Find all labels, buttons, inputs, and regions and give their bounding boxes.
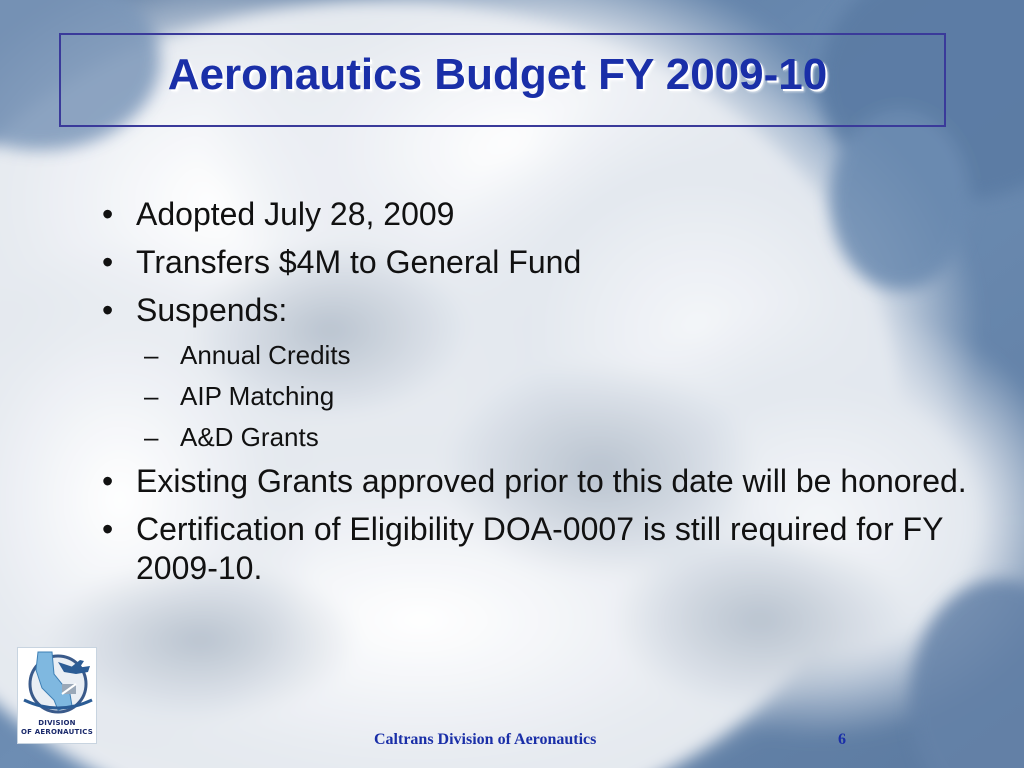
footer-organization: Caltrans Division of Aeronautics [374, 731, 597, 748]
bullet-marker: • [102, 511, 114, 547]
sub-bullet-item [98, 380, 978, 412]
bullet-list [98, 195, 978, 597]
bullet-marker: • [102, 463, 114, 499]
bullet-text: Adopted July 28, 2009 [136, 196, 455, 232]
bullet-item [98, 291, 978, 330]
logo-line-1: DIVISION [38, 719, 76, 727]
bullet-text: Transfers $4M to General Fund [136, 244, 582, 280]
sub-bullet-text: Annual Credits [180, 340, 351, 370]
page-number: 6 [838, 731, 846, 748]
bullet-marker: • [102, 292, 114, 328]
sub-bullet-marker: – [144, 381, 159, 411]
bullet-text: Suspends: [136, 292, 288, 328]
division-of-aeronautics-logo [17, 647, 97, 744]
sub-bullet-item [98, 339, 978, 371]
bullet-marker: • [102, 244, 114, 280]
slide-title: Aeronautics Budget FY 2009-10 [167, 50, 828, 99]
california-map-airplane-icon [18, 648, 96, 718]
sub-bullet-item [98, 421, 978, 453]
sub-bullet-marker: – [144, 340, 159, 370]
bullet-item [98, 243, 978, 282]
bullet-text: Existing Grants approved prior to this date will be honored. [136, 463, 967, 499]
bullet-item [98, 462, 978, 501]
sub-bullet-text: AIP Matching [180, 381, 335, 411]
logo-line-2: OF AERONAUTICS [21, 728, 93, 736]
bullet-text: Certification of Eligibility DOA-0007 is still required for FY 2009-10. [136, 511, 943, 586]
bullet-marker: • [102, 196, 114, 232]
sub-bullet-text: A&D Grants [180, 422, 319, 452]
title-box [59, 33, 946, 127]
bullet-item [98, 510, 978, 588]
sub-bullet-marker: – [144, 422, 159, 452]
bullet-item [98, 195, 978, 234]
